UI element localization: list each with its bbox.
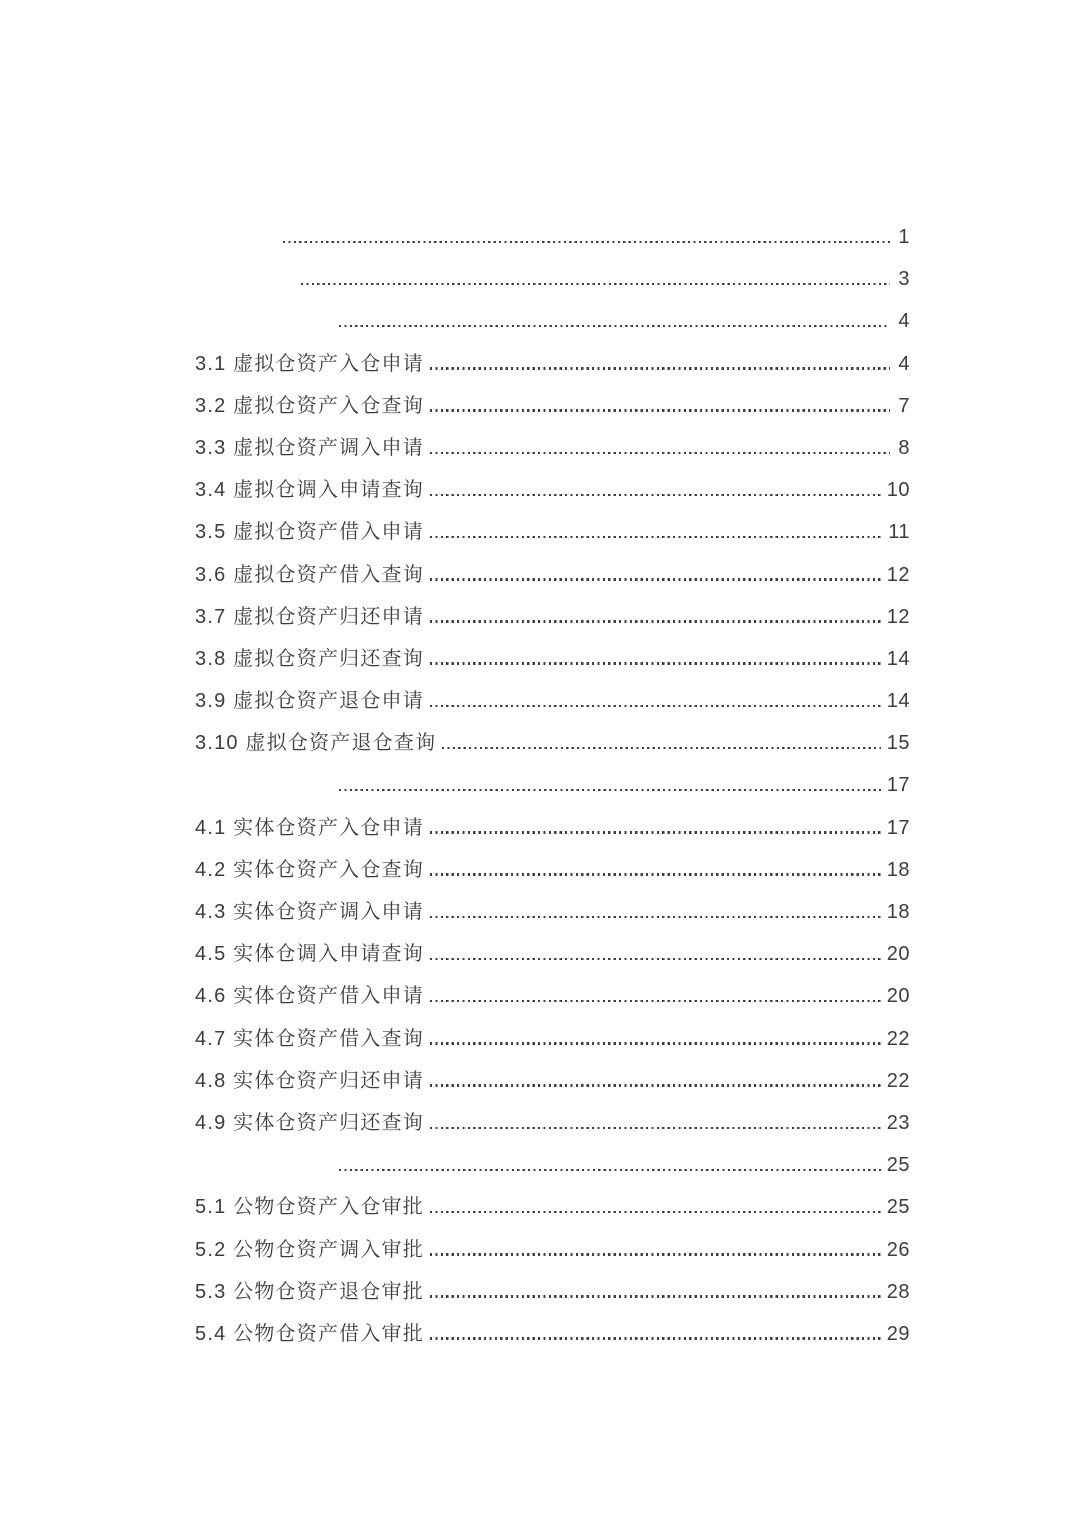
toc-entry-label: 4.9 实体仓资产归还查询	[195, 1111, 424, 1134]
toc-entry-page: 8	[898, 436, 910, 459]
toc-entry[interactable]	[195, 1313, 910, 1355]
dotted-leader	[430, 536, 882, 538]
dotted-leader	[430, 1084, 881, 1086]
toc-entry-label: 4.5 实体仓调入申请查询	[195, 943, 424, 966]
toc-entry[interactable]	[195, 722, 910, 764]
toc-entry[interactable]	[195, 385, 910, 427]
dotted-leader	[339, 1169, 881, 1171]
toc-entry-label: 3.4 虚拟仓调入申请查询	[195, 479, 424, 502]
toc-entry-page: 18	[886, 901, 910, 923]
dotted-leader	[301, 283, 890, 285]
toc-entry[interactable]	[195, 638, 910, 680]
toc-entry-page: 11	[888, 521, 910, 544]
toc-entry[interactable]	[195, 469, 910, 511]
dotted-leader	[430, 494, 881, 496]
toc-entry-label: 5.1 公物仓资产入仓审批	[195, 1196, 424, 1219]
toc-entry[interactable]	[195, 849, 910, 891]
toc-entry-page: 22	[886, 1027, 910, 1050]
dotted-leader	[430, 409, 890, 411]
toc-entry[interactable]	[195, 1018, 910, 1060]
toc-entry-page: 20	[886, 985, 910, 1008]
dotted-leader	[430, 1042, 881, 1044]
toc-entry[interactable]	[195, 680, 910, 722]
toc-entry-label: 3.1 虚拟仓资产入仓申请	[195, 352, 424, 375]
toc-entry-label: 4.8 实体仓资产归还申请	[195, 1069, 424, 1092]
dotted-leader	[430, 873, 881, 875]
toc-entry[interactable]	[195, 807, 910, 849]
dotted-leader	[430, 1000, 881, 1002]
toc-list	[195, 216, 910, 1355]
dotted-leader	[283, 241, 890, 243]
toc-entry-page: 10	[886, 479, 910, 502]
toc-entry-page: 14	[886, 647, 910, 670]
toc-entry-label: 5.3 公物仓资产退仓审批	[195, 1280, 424, 1303]
toc-entry-label: 3.9 虚拟仓资产退仓申请	[195, 690, 424, 713]
dotted-leader	[430, 1127, 881, 1129]
toc-entry-page: 12	[886, 563, 910, 586]
toc-entry[interactable]	[195, 1144, 910, 1186]
toc-entry[interactable]	[195, 1102, 910, 1144]
toc-entry-label: 4.1 实体仓资产入仓申请	[195, 816, 424, 839]
dotted-leader	[339, 325, 890, 327]
toc-entry-label: 3.7 虚拟仓资产归还申请	[195, 605, 424, 628]
dotted-leader	[430, 662, 881, 664]
toc-entry-label: 3.3 虚拟仓资产调入申请	[195, 436, 424, 459]
toc-entry[interactable]	[195, 511, 910, 553]
toc-entry-page: 23	[886, 1111, 910, 1134]
dotted-leader	[430, 367, 890, 369]
toc-entry[interactable]	[195, 1229, 910, 1271]
toc-entry-page: 20	[886, 943, 910, 966]
toc-entry[interactable]	[195, 596, 910, 638]
toc-entry[interactable]	[195, 975, 910, 1017]
toc-entry-label: 4.2 实体仓资产入仓查询	[195, 858, 424, 881]
dotted-leader	[430, 831, 881, 833]
toc-entry-label: 4.7 实体仓资产借入查询	[195, 1027, 424, 1050]
toc-entry-label: 4.6 实体仓资产借入申请	[195, 985, 424, 1008]
dotted-leader	[430, 452, 890, 454]
dotted-leader	[442, 747, 880, 749]
toc-entry-page: 15	[886, 732, 910, 755]
toc-entry[interactable]	[195, 933, 910, 975]
toc-entry-page: 25	[886, 1154, 910, 1177]
toc-entry-page: 22	[886, 1069, 910, 1092]
toc-entry[interactable]	[195, 1060, 910, 1102]
toc-entry-page: 7	[898, 394, 910, 417]
dotted-leader	[430, 705, 881, 707]
toc-entry[interactable]	[195, 343, 910, 385]
toc-entry-page: 28	[886, 1280, 910, 1303]
toc-entry-page: 14	[886, 690, 910, 713]
dotted-leader	[430, 1253, 881, 1255]
dotted-leader	[430, 1295, 881, 1297]
toc-entry-label: 3.2 虚拟仓资产入仓查询	[195, 394, 424, 417]
toc-entry-page: 17	[886, 816, 910, 839]
toc-entry[interactable]	[195, 427, 910, 469]
toc-entry-page: 4	[898, 352, 910, 375]
toc-entry-label: 3.5 虚拟仓资产借入申请	[195, 521, 424, 544]
toc-entry[interactable]	[195, 764, 910, 806]
toc-entry-page: 18	[886, 858, 910, 881]
toc-entry-label: 3.10 虚拟仓资产退仓查询	[195, 732, 437, 755]
dotted-leader	[430, 958, 881, 960]
toc-entry-label: 5.4 公物仓资产借入审批	[195, 1322, 424, 1345]
dotted-leader	[339, 789, 881, 791]
toc-entry[interactable]	[195, 891, 910, 933]
dotted-leader	[430, 1337, 881, 1339]
dotted-leader	[430, 916, 881, 918]
toc-entry-page: 17	[886, 774, 910, 797]
toc-entry-label: 3.8 虚拟仓资产归还查询	[195, 647, 424, 670]
toc-entry-page: 29	[886, 1322, 910, 1345]
toc-entry-label: 3.6 虚拟仓资产借入查询	[195, 563, 424, 586]
toc-entry-label: 4.3 实体仓资产调入申请	[195, 901, 424, 923]
toc-entry[interactable]	[195, 258, 910, 300]
toc-entry-label: 5.2 公物仓资产调入审批	[195, 1238, 424, 1261]
toc-entry-page: 4	[898, 310, 910, 333]
toc-entry[interactable]	[195, 300, 910, 342]
toc-entry-page: 26	[886, 1238, 910, 1261]
toc-entry-page: 1	[898, 226, 910, 248]
dotted-leader	[430, 1211, 881, 1213]
toc-entry[interactable]	[195, 216, 910, 258]
toc-entry[interactable]	[195, 554, 910, 596]
toc-entry-page: 12	[886, 605, 910, 628]
toc-entry-page: 3	[898, 268, 910, 291]
toc-entry[interactable]	[195, 1271, 910, 1313]
toc-entry[interactable]	[195, 1186, 910, 1228]
dotted-leader	[430, 620, 881, 622]
dotted-leader	[430, 578, 881, 580]
toc-entry-page: 25	[886, 1196, 910, 1219]
